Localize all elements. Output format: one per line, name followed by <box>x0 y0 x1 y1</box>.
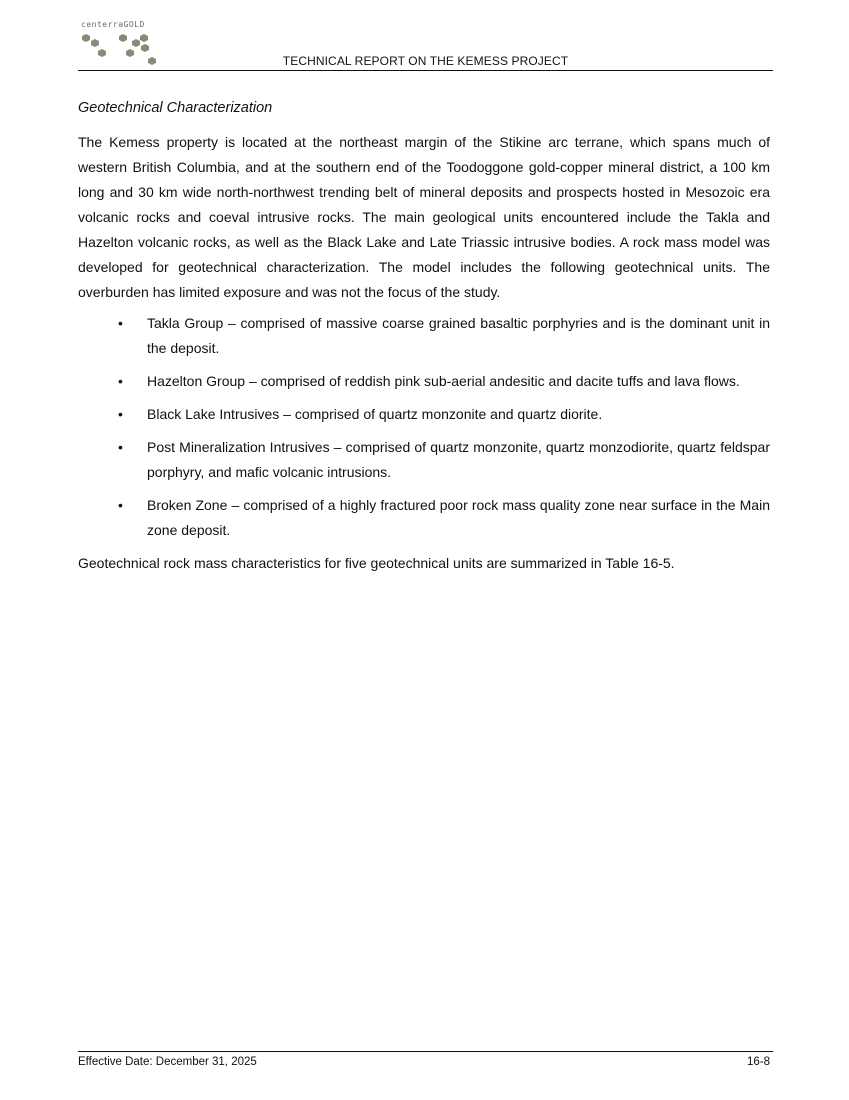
main-content <box>78 98 770 576</box>
section-heading: Geotechnical Characterization <box>78 100 273 116</box>
effective-date: Effective Date: December 31, 2025 <box>78 1056 257 1068</box>
list-item: • Black Lake Intrusives – comprised of quartz monzonite and quartz diorite. <box>147 402 770 427</box>
geotechnical-units-list <box>78 311 770 543</box>
list-item: • Broken Zone – comprised of a highly fractured poor rock mass quality zone near surface in the Main zone deposit. <box>147 493 770 543</box>
intro-paragraph: The Kemess property is located at the northeast margin of the Stikine arc terrane, which spans much of western British Columbia, and at the southern end of the Toodoggone gold-copper mineral district, a 100 km long and 30 km wide north-northwest trending belt of mineral deposits and prospects hosted in Mesozoic era volcanic rocks and coeval intrusive rocks. The main geological units encountered include the Takla and Hazelton volcanic rocks, as well as the Black Lake and Late Triassic intrusive bodies. A rock mass model was developed for geotechnical characterization. The model includes the following geotechnical units. The overburden has limited exposure and was not the focus of the study. <box>78 134 770 300</box>
list-item: • Takla Group – comprised of massive coarse grained basaltic porphyries and is the dominant unit in the deposit. <box>147 311 770 361</box>
page-footer <box>78 1051 773 1072</box>
page-header <box>78 18 773 71</box>
report-title: TECHNICAL REPORT ON THE KEMESS PROJECT <box>282 54 569 68</box>
logo-wordmark: centerraGOLD <box>81 20 145 29</box>
list-item: • Hazelton Group – comprised of reddish pink sub-aerial andesitic and dacite tuffs and lava flows. <box>147 369 770 394</box>
closing-paragraph: Geotechnical rock mass characteristics for five geotechnical units are summarized in Table 16-5. <box>78 555 675 571</box>
list-item: • Post Mineralization Intrusives – comprised of quartz monzonite, quartz monzodiorite, quartz feldspar porphyry, and mafic volcanic intrusions. <box>147 435 770 485</box>
page-number: 16-8 <box>746 1056 770 1068</box>
